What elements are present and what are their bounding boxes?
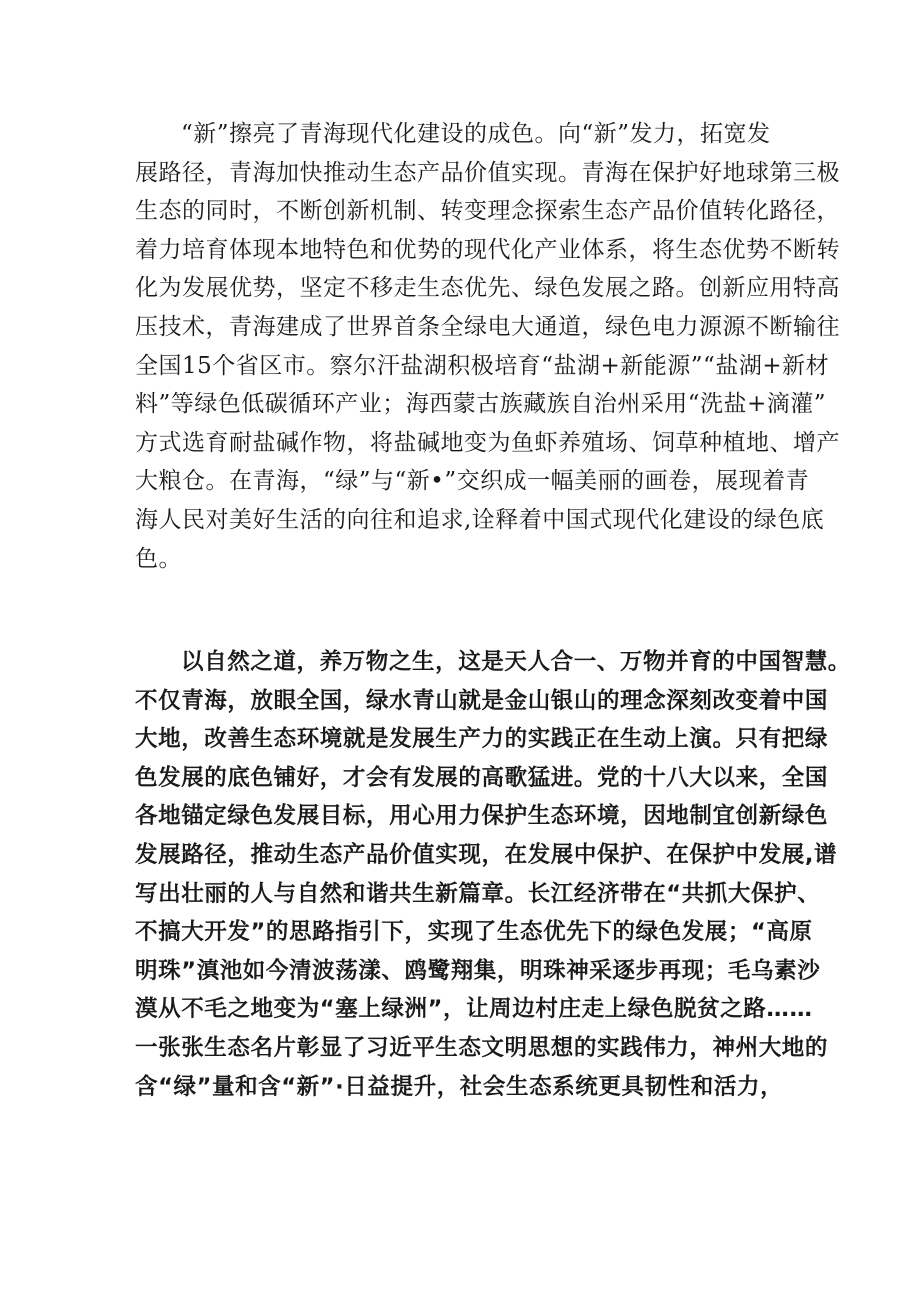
text-line: 展路径，青海加快推动生态产品价值实现。青海在保护好地球第三极 [135, 159, 840, 186]
paragraph-green-qinghai [135, 115, 840, 578]
text-line: 大地，改善生态环境就是发展生产力的实践正在生动上演。只有把绿 [135, 726, 829, 753]
text-line: 色。 [135, 545, 182, 572]
text-line: 海人民对美好生活的向往和追求,诠释着中国式现代化建设的绿色底 [135, 506, 825, 533]
text-line: 各地锚定绿色发展目标，用心用力保护生态环境，因地制宜创新绿色 [135, 803, 829, 830]
text-line: 全国15个省区市。察尔汗盐湖积极培育“盐湖+新能源”“盐湖+新材 [135, 352, 830, 379]
text-line: 大粮仓。在青海，“绿”与“新•”交织成一幅美丽的画卷，展现着青 [135, 468, 810, 495]
text-line: 写出壮丽的人与自然和谐共生新篇章。长江经济带在“共抓大保护、 [135, 880, 821, 907]
text-line: 漠从不毛之地变为“塞上绿洲”，让周边村庄走上绿色脱贫之路…… [135, 996, 813, 1023]
text-line: 生态的同时，不断创新机制、转变理念探索生态产品价值转化路径， [135, 198, 840, 225]
text-line: 以自然之道，养万物之生，这是天人合一、万物并育的中国智慧。 [181, 649, 851, 675]
text-line: 料”等绿色低碳循环产业；海西蒙古族藏族自治州采用“洗盐+滴灌” [135, 391, 827, 418]
text-line: 明珠”滇池如今清波荡漾、鸥鹭翔集，明珠神采逐步再现；毛乌素沙 [135, 957, 821, 984]
text-line: “新”擦亮了青海现代化建设的成色。向“新”发力，拓宽发 [181, 121, 771, 147]
text-line: 着力培育体现本地特色和优势的现代化产业体系，将生态优势不断转 [135, 236, 840, 263]
text-line: 色发展的底色铺好，才会有发展的高歌猛进。党的十八大以来，全国 [135, 764, 829, 791]
text-line: 一张张生态名片彰显了习近平生态文明思想的实践伟力，神州大地的 [135, 1034, 829, 1061]
text-line: 压技术，青海建成了世界首条全绿电大通道，绿色电力源源不断输往 [135, 313, 840, 340]
paragraph-nature-wisdom [135, 643, 851, 1106]
text-line: 化为发展优势，坚定不移走生态优先、绿色发展之路。创新应用特高 [135, 275, 840, 302]
text-line: 含“绿”量和含“新”·日益提升，社会生态系统更具韧性和活力， [135, 1073, 784, 1100]
text-line: 发展路径，推动生态产品价值实现，在发展中保护、在保护中发展,谱 [135, 841, 838, 868]
text-line: 不仅青海，放眼全国，绿水青山就是金山银山的理念深刻改变着中国 [135, 687, 829, 714]
text-line: 不搞大开发”的思路指引下，实现了生态优先下的绿色发展；“高原 [135, 919, 813, 946]
text-line: 方式选育耐盐碱作物，将盐碱地变为鱼虾养殖场、饲草种植地、增产 [135, 429, 840, 456]
